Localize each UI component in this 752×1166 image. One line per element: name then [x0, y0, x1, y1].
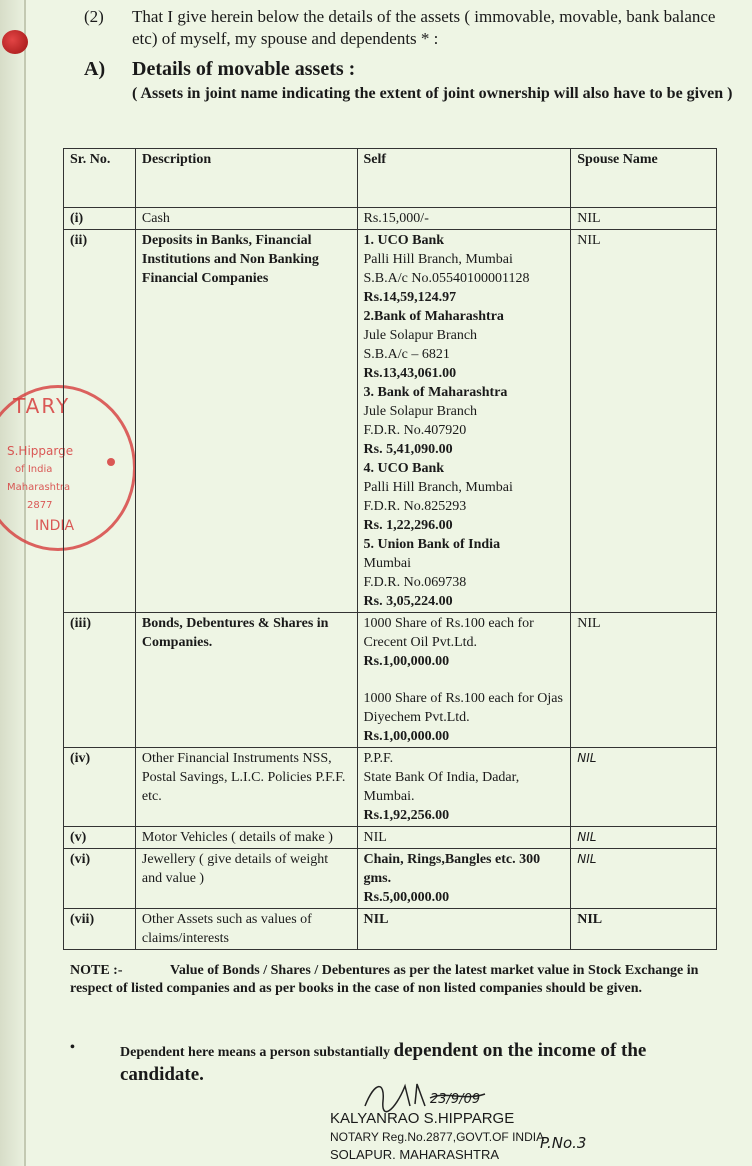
- row-spouse: NIL: [571, 613, 717, 748]
- row-spouse: NIL: [571, 230, 717, 613]
- header-spouse: Spouse Name: [571, 149, 717, 208]
- footnote-text-small: Dependent here means a person substantially: [120, 1045, 391, 1060]
- row-srno: (vi): [64, 849, 136, 909]
- self-line: Jule Solapur Branch: [363, 404, 478, 419]
- row-self: [357, 230, 571, 613]
- row-srno: (i): [64, 208, 136, 230]
- row-self: [357, 849, 571, 909]
- row-self: [357, 613, 571, 748]
- self-line: Rs. 3,05,224.00: [363, 594, 453, 609]
- row-srno: (iii): [64, 613, 136, 748]
- self-line: S.B.A/c No.05540100001128: [363, 271, 530, 286]
- table-row: [64, 613, 717, 748]
- row-description: Bonds, Debentures & Shares in Companies.: [135, 613, 357, 748]
- row-self: [357, 748, 571, 827]
- self-line: Palli Hill Branch, Mumbai: [363, 480, 513, 495]
- joint-ownership-note: ( Assets in joint name indicating the extent of joint ownership will also have to be given ): [132, 85, 733, 102]
- self-line: S.B.A/c – 6821: [363, 347, 450, 362]
- section-title: Details of movable assets :: [132, 58, 356, 80]
- footnote-text-large: dependent on the income of the candidate.: [120, 1040, 647, 1085]
- self-line: Rs. 5,41,090.00: [363, 442, 453, 457]
- self-line: 2.Bank of Maharashtra: [363, 309, 504, 324]
- self-line: 5. Union Bank of India: [363, 537, 501, 552]
- row-self: Rs.15,000/-: [357, 208, 571, 230]
- self-line: Rs.1,92,256.00: [363, 808, 450, 823]
- self-line: Rs.14,59,124.97: [363, 290, 457, 305]
- header-srno: Sr. No.: [64, 149, 136, 208]
- bullet-icon: •: [70, 1040, 75, 1055]
- self-line: 1000 Share of Rs.100 each for Crecent Oil Pvt.Ltd.: [363, 616, 534, 650]
- row-spouse: NIL: [571, 849, 717, 909]
- self-line: Rs. 1,22,296.00: [363, 518, 453, 533]
- row-description: Jewellery ( give details of weight and value ): [135, 849, 357, 909]
- movable-assets-table: [63, 148, 717, 950]
- notary-block: [330, 1110, 570, 1164]
- self-line: P.P.F.: [363, 751, 394, 766]
- table-header-row: [64, 149, 717, 208]
- self-line: 1. UCO Bank: [363, 233, 445, 248]
- table-row: [64, 849, 717, 909]
- intro-number: (2): [84, 7, 104, 26]
- row-spouse: NIL: [571, 208, 717, 230]
- page-number-handwritten: P.No.3: [540, 1134, 587, 1152]
- row-description: Motor Vehicles ( details of make ): [135, 827, 357, 849]
- self-line: Chain, Rings,Bangles etc. 300 gms.: [363, 852, 541, 886]
- row-description: Other Assets such as values of claims/interests: [135, 909, 357, 950]
- stamp-line: INDIA: [35, 518, 75, 534]
- stamp-line: Maharashtra: [7, 482, 71, 493]
- self-line: 4. UCO Bank: [363, 461, 445, 476]
- row-srno: (ii): [64, 230, 136, 613]
- stamp-line: S.Hipparge: [7, 444, 74, 458]
- self-line: 3. Bank of Maharashtra: [363, 385, 508, 400]
- row-srno: (vii): [64, 909, 136, 950]
- binding-edge: [0, 0, 26, 1166]
- table-row: [64, 748, 717, 827]
- row-spouse: NIL: [571, 827, 717, 849]
- header-description: Description: [135, 149, 357, 208]
- intro-text: That I give herein below the details of the assets ( immovable, movable, bank balance etc) of myself, my spouse and dependents * :: [132, 7, 716, 48]
- row-spouse: NIL: [571, 909, 717, 950]
- self-line: Palli Hill Branch, Mumbai: [363, 252, 513, 267]
- self-line: F.D.R. No.069738: [363, 575, 467, 590]
- table-row: [64, 827, 717, 849]
- row-description: Cash: [135, 208, 357, 230]
- row-spouse: NIL: [571, 748, 717, 827]
- table-row: [64, 909, 717, 950]
- row-srno: (iv): [64, 748, 136, 827]
- notary-place: SOLAPUR. MAHARASHTRA: [330, 1147, 500, 1162]
- binding-string: [2, 30, 28, 54]
- row-self: NIL: [357, 827, 571, 849]
- row-srno: (v): [64, 827, 136, 849]
- stamp-line: of India: [15, 464, 53, 475]
- handwritten-date: 23/9/09: [430, 1092, 481, 1107]
- notary-reg: NOTARY Reg.No.2877,GOVT.OF INDIA: [330, 1130, 545, 1144]
- valuation-note: [70, 962, 712, 998]
- self-line: Rs.1,00,000.00: [363, 729, 450, 744]
- table-row: [64, 230, 717, 613]
- self-line: Rs.1,00,000.00: [363, 654, 450, 669]
- self-line: State Bank Of India, Dadar, Mumbai.: [363, 770, 520, 804]
- row-description: Other Financial Instruments NSS, Postal Savings, L.I.C. Policies P.F.F. etc.: [135, 748, 357, 827]
- note-label: NOTE :-: [70, 963, 123, 978]
- self-line: F.D.R. No.407920: [363, 423, 467, 438]
- self-line: Mumbai: [363, 556, 411, 571]
- table-row: [64, 208, 717, 230]
- row-description: Deposits in Banks, Financial Institutions and Non Banking Financial Companies: [135, 230, 357, 613]
- note-text: Value of Bonds / Shares / Debentures as per the latest market value in Stock Exchange in respect of listed companies and as per books in the case of non listed companies should be given.: [70, 963, 699, 996]
- section-letter: A): [84, 58, 106, 80]
- self-line: Rs.5,00,000.00: [363, 890, 450, 905]
- notary-name: KALYANRAO S.HIPPARGE: [330, 1110, 515, 1127]
- header-self: Self: [357, 149, 571, 208]
- self-line: 1000 Share of Rs.100 each for Ojas Diyechem Pvt.Ltd.: [363, 691, 563, 725]
- stamp-line: 2877: [27, 500, 53, 511]
- row-self: NIL: [357, 909, 571, 950]
- self-line: F.D.R. No.825293: [363, 499, 467, 514]
- stamp-line: TARY: [13, 394, 71, 418]
- self-line: Jule Solapur Branch: [363, 328, 478, 343]
- self-line: Rs.13,43,061.00: [363, 366, 457, 381]
